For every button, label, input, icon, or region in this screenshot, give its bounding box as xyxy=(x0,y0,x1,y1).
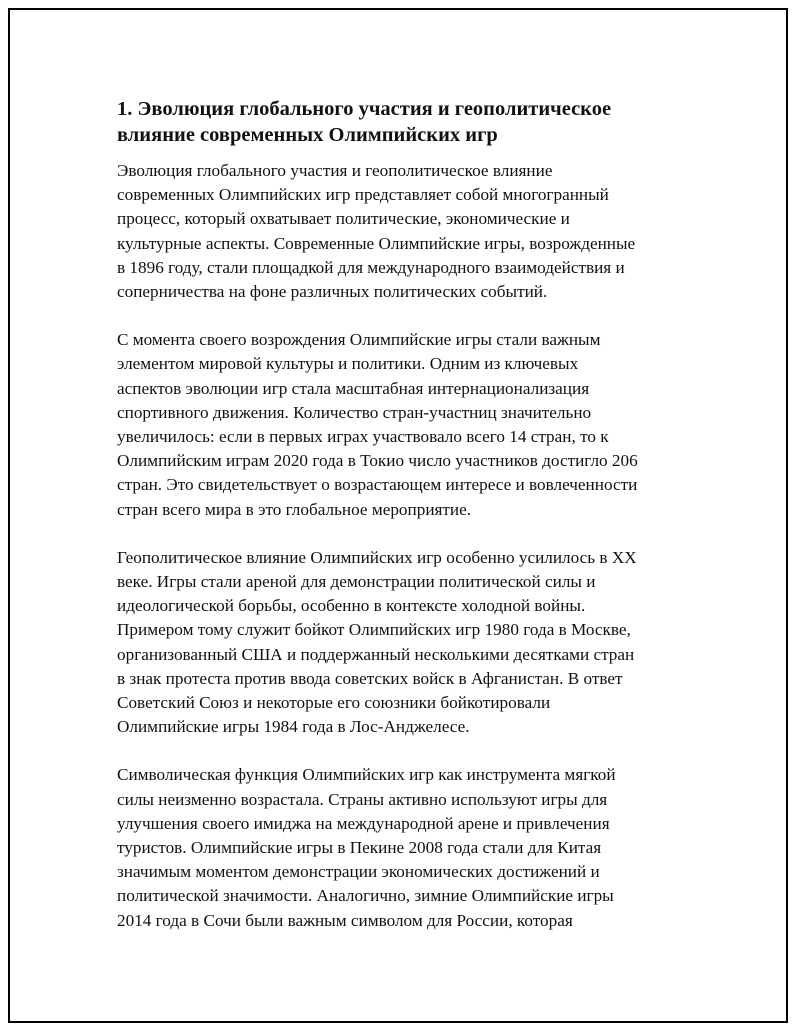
paragraph-1: Эволюция глобального участия и геополитическое влияние современных Олимпийских игр представляет собой многогранный процесс, который охватывает политические, экономические и культурные аспекты. Современные Олимпийские игры, возрожденные в 1896 году, стали площадкой для международного взаимодействия и соперничества на фоне различных политических событий. xyxy=(117,161,636,302)
paragraph-2: С момента своего возрождения Олимпийские игры стали важным элементом мировой культуры и политики. Одним из ключевых аспектов эволюции игр стала масштабная интернационализация спортивного движения. Количество стран-участниц значительно увеличилось: если в первых играх участвовало всего 14 стран, то к Олимпийским играм 2020 года в Токио число участников достигло 206 стран. Это свидетельствует о возрастающем интересе и вовлеченности стран всего мира в это глобальное мероприятие. xyxy=(117,330,638,519)
document-body xyxy=(117,96,687,957)
paragraph-4: Символическая функция Олимпийских игр как инструмента мягкой силы неизменно возрастала. Страны активно используют игры для улучшения своего имиджа на международной арене и привлечения туристов. Олимпийские игры в Пекине 2008 года стали для Китая значимым моментом демонстрации экономических достижений и политической значимости. Аналогично, зимние Олимпийские игры 2014 года в Сочи были важным символом для России, которая xyxy=(117,765,616,930)
section-title: 1. Эволюция глобального участия и геополитическое влияние современных Олимпийских игр xyxy=(117,98,612,146)
paragraph-3: Геополитическое влияние Олимпийских игр особенно усилилось в XX веке. Игры стали ареной для демонстрации политической силы и идеологической борьбы, особенно в контексте холодной войны. Примером тому служит бойкот Олимпийских игр 1980 года в Москве, организованный США и поддержанный несколькими десятками стран в знак протеста против ввода советских войск в Афганистан. В ответ Советский Союз и некоторые его союзники бойкотировали Олимпийские игры 1984 года в Лос-Анджелесе. xyxy=(117,547,637,737)
